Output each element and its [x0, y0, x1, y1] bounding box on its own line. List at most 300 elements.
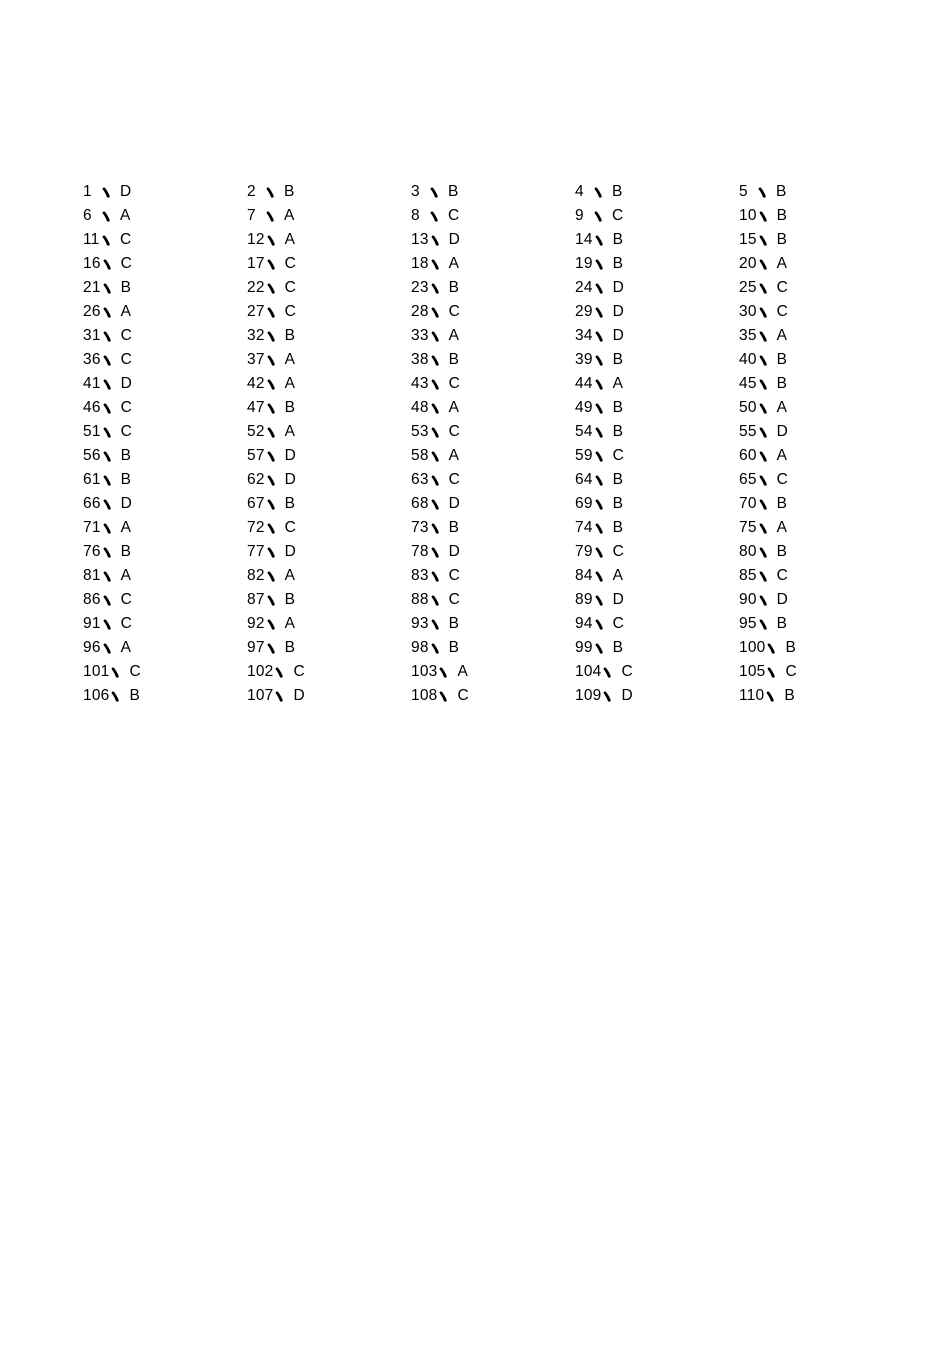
- question-number: 103: [411, 663, 438, 680]
- answer-letter: C: [776, 471, 789, 488]
- answer-entry: [411, 612, 575, 636]
- answer-entry: [247, 204, 411, 228]
- question-number: 17: [247, 255, 265, 272]
- ideographic-comma-icon: [267, 396, 276, 420]
- answer-letter: B: [612, 183, 623, 200]
- question-number: 55: [739, 423, 757, 440]
- answer-entry: [83, 636, 247, 660]
- answer-letter: C: [293, 663, 305, 680]
- ideographic-comma-icon: [759, 372, 768, 396]
- ideographic-comma-icon: [759, 612, 768, 636]
- question-number: 23: [411, 279, 429, 296]
- answer-letter: B: [612, 255, 624, 272]
- answer-entry: [411, 588, 575, 612]
- answer-letter: A: [284, 207, 295, 224]
- question-number: 54: [575, 423, 593, 440]
- ideographic-comma-icon: [431, 420, 440, 444]
- answer-entry: [739, 228, 903, 252]
- ideographic-comma-icon: [759, 228, 768, 252]
- answer-letter: B: [448, 183, 459, 200]
- answer-entry: [83, 372, 247, 396]
- answer-letter: C: [120, 231, 132, 248]
- question-number: 60: [739, 447, 757, 464]
- ideographic-comma-icon: [595, 324, 604, 348]
- answer-entry: [83, 180, 247, 204]
- answer-letter: D: [776, 591, 789, 608]
- ideographic-comma-icon: [267, 588, 276, 612]
- ideographic-comma-icon: [595, 228, 604, 252]
- answer-entry: [83, 468, 247, 492]
- answer-letter: D: [120, 183, 132, 200]
- ideographic-comma-icon: [759, 420, 768, 444]
- answer-entry: [575, 468, 739, 492]
- answer-entry: [83, 228, 247, 252]
- answer-entry: [83, 348, 247, 372]
- answer-letter: B: [776, 351, 788, 368]
- answer-letter: B: [776, 375, 788, 392]
- ideographic-comma-icon: [267, 372, 276, 396]
- answer-entry: [247, 588, 411, 612]
- answer-letter: B: [612, 423, 624, 440]
- ideographic-comma-icon: [431, 564, 440, 588]
- answer-letter: A: [448, 399, 460, 416]
- answer-entry: [411, 204, 575, 228]
- ideographic-comma-icon: [759, 516, 768, 540]
- answer-entry: [411, 300, 575, 324]
- ideographic-comma-icon: [603, 684, 612, 708]
- question-number: 67: [247, 495, 265, 512]
- question-number: 78: [411, 543, 429, 560]
- question-number: 48: [411, 399, 429, 416]
- answer-entry: [411, 420, 575, 444]
- answer-letter: B: [776, 615, 788, 632]
- ideographic-comma-icon: [267, 228, 276, 252]
- answer-letter: D: [612, 327, 625, 344]
- question-number: 33: [411, 327, 429, 344]
- question-number: 110: [739, 687, 765, 704]
- answer-letter: C: [284, 279, 297, 296]
- answer-entry: [83, 300, 247, 324]
- ideographic-comma-icon: [595, 252, 604, 276]
- ideographic-comma-icon: [103, 300, 112, 324]
- question-number: 70: [739, 495, 757, 512]
- ideographic-comma-icon: [759, 588, 768, 612]
- answer-entry: [739, 324, 903, 348]
- question-number: 28: [411, 303, 429, 320]
- ideographic-comma-icon: [103, 252, 112, 276]
- ideographic-comma-icon: [103, 324, 112, 348]
- question-number: 95: [739, 615, 757, 632]
- answer-letter: B: [448, 615, 460, 632]
- ideographic-comma-icon: [103, 276, 112, 300]
- question-number: 63: [411, 471, 429, 488]
- answer-entry: [247, 492, 411, 516]
- answer-letter: D: [448, 231, 461, 248]
- answer-entry: [575, 396, 739, 420]
- answer-letter: D: [284, 543, 297, 560]
- question-number: 74: [575, 519, 593, 536]
- answer-letter: A: [284, 375, 296, 392]
- answer-entry: [411, 252, 575, 276]
- question-number: 52: [247, 423, 265, 440]
- ideographic-comma-icon: [595, 468, 604, 492]
- answer-entry: [411, 396, 575, 420]
- question-number: 57: [247, 447, 265, 464]
- answer-letter: A: [120, 303, 132, 320]
- answer-entry: [83, 492, 247, 516]
- answer-entry: [411, 372, 575, 396]
- question-number: 24: [575, 279, 593, 296]
- answer-letter: A: [448, 255, 460, 272]
- ideographic-comma-icon: [759, 396, 768, 420]
- question-number: 25: [739, 279, 757, 296]
- ideographic-comma-icon: [431, 444, 440, 468]
- answer-letter: B: [612, 231, 624, 248]
- ideographic-comma-icon: [103, 564, 112, 588]
- answer-letter: C: [120, 327, 133, 344]
- ideographic-comma-icon: [595, 276, 604, 300]
- answer-entry: [247, 276, 411, 300]
- question-number: 40: [739, 351, 757, 368]
- answer-letter: D: [448, 543, 461, 560]
- question-number: 31: [83, 327, 101, 344]
- answer-entry: [739, 684, 903, 708]
- question-number: 86: [83, 591, 101, 608]
- answer-letter: C: [776, 303, 789, 320]
- question-number: 1: [83, 183, 92, 200]
- answer-letter: D: [621, 687, 633, 704]
- ideographic-comma-icon: [431, 324, 440, 348]
- ideographic-comma-icon: [431, 300, 440, 324]
- ideographic-comma-icon: [759, 252, 768, 276]
- answer-letter: C: [448, 567, 461, 584]
- ideographic-comma-icon: [431, 468, 440, 492]
- question-number: 36: [83, 351, 101, 368]
- question-number: 47: [247, 399, 265, 416]
- answer-letter: C: [612, 207, 624, 224]
- question-number: 80: [739, 543, 757, 560]
- question-number: 13: [411, 231, 429, 248]
- question-number: 34: [575, 327, 593, 344]
- ideographic-comma-icon: [103, 516, 112, 540]
- answer-entry: [247, 612, 411, 636]
- question-number: 22: [247, 279, 265, 296]
- question-number: 18: [411, 255, 429, 272]
- answer-entry: [739, 636, 903, 660]
- answer-letter: A: [120, 567, 132, 584]
- ideographic-comma-icon: [103, 420, 112, 444]
- question-number: 9: [575, 207, 584, 224]
- question-number: 20: [739, 255, 757, 272]
- answer-letter: A: [120, 519, 132, 536]
- ideographic-comma-icon: [431, 612, 440, 636]
- question-number: 2: [247, 183, 256, 200]
- answer-letter: A: [776, 327, 788, 344]
- answer-letter: D: [293, 687, 305, 704]
- question-number: 79: [575, 543, 593, 560]
- answer-letter: B: [612, 519, 624, 536]
- answer-entry: [575, 588, 739, 612]
- question-number: 16: [83, 255, 101, 272]
- question-number: 45: [739, 375, 757, 392]
- answer-letter: C: [448, 303, 461, 320]
- answer-letter: D: [776, 423, 789, 440]
- answer-entry: [411, 516, 575, 540]
- question-number: 32: [247, 327, 265, 344]
- ideographic-comma-icon: [595, 588, 604, 612]
- question-number: 99: [575, 639, 593, 656]
- question-number: 38: [411, 351, 429, 368]
- ideographic-comma-icon: [595, 612, 604, 636]
- ideographic-comma-icon: [431, 348, 440, 372]
- answer-entry: [411, 540, 575, 564]
- question-number: 104: [575, 663, 602, 680]
- question-number: 12: [247, 231, 265, 248]
- answer-entry: [247, 660, 411, 684]
- answer-entry: [247, 228, 411, 252]
- question-number: 88: [411, 591, 429, 608]
- ideographic-comma-icon: [267, 636, 276, 660]
- ideographic-comma-icon: [267, 612, 276, 636]
- answer-letter: A: [284, 423, 296, 440]
- answer-entry: [575, 180, 739, 204]
- ideographic-comma-icon: [431, 252, 440, 276]
- answer-letter: A: [776, 255, 788, 272]
- answer-entry: [83, 252, 247, 276]
- question-number: 53: [411, 423, 429, 440]
- ideographic-comma-icon: [439, 684, 448, 708]
- answer-letter: C: [448, 423, 461, 440]
- answer-letter: A: [120, 639, 132, 656]
- answer-letter: B: [284, 183, 295, 200]
- answer-entry: [575, 660, 739, 684]
- ideographic-comma-icon: [103, 468, 112, 492]
- answer-entry: [83, 564, 247, 588]
- ideographic-comma-icon: [759, 324, 768, 348]
- answer-entry: [739, 588, 903, 612]
- question-number: 37: [247, 351, 265, 368]
- answer-entry: [739, 444, 903, 468]
- answer-entry: [83, 276, 247, 300]
- question-number: 85: [739, 567, 757, 584]
- answer-entry: [739, 612, 903, 636]
- answer-entry: [247, 468, 411, 492]
- ideographic-comma-icon: [595, 348, 604, 372]
- answer-letter: A: [612, 567, 624, 584]
- answer-entry: [411, 444, 575, 468]
- ideographic-comma-icon: [595, 636, 604, 660]
- answer-entry: [739, 540, 903, 564]
- answer-entry: [411, 636, 575, 660]
- answer-letter: C: [776, 567, 789, 584]
- question-number: 27: [247, 303, 265, 320]
- answer-entry: [575, 444, 739, 468]
- answer-letter: B: [448, 279, 460, 296]
- ideographic-comma-icon: [759, 348, 768, 372]
- answer-letter: B: [120, 447, 132, 464]
- ideographic-comma-icon: [759, 300, 768, 324]
- answer-entry: [83, 660, 247, 684]
- answer-grid: [83, 180, 903, 708]
- ideographic-comma-icon: [267, 252, 276, 276]
- answer-entry: [575, 684, 739, 708]
- answer-letter: A: [448, 327, 460, 344]
- answer-entry: [575, 612, 739, 636]
- answer-entry: [247, 444, 411, 468]
- question-number: 50: [739, 399, 757, 416]
- answer-entry: [411, 228, 575, 252]
- answer-entry: [83, 612, 247, 636]
- answer-entry: [739, 492, 903, 516]
- question-number: 71: [83, 519, 101, 536]
- answer-letter: A: [284, 231, 296, 248]
- answer-letter: B: [612, 399, 624, 416]
- question-number: 97: [247, 639, 265, 656]
- answer-entry: [739, 564, 903, 588]
- ideographic-comma-icon: [102, 204, 111, 228]
- ideographic-comma-icon: [595, 372, 604, 396]
- ideographic-comma-icon: [103, 492, 112, 516]
- question-number: 56: [83, 447, 101, 464]
- answer-entry: [83, 684, 247, 708]
- question-number: 101: [83, 663, 110, 680]
- answer-entry: [575, 228, 739, 252]
- answer-entry: [575, 516, 739, 540]
- ideographic-comma-icon: [111, 684, 120, 708]
- ideographic-comma-icon: [267, 444, 276, 468]
- question-number: 6: [83, 207, 92, 224]
- question-number: 68: [411, 495, 429, 512]
- answer-letter: C: [284, 519, 297, 536]
- answer-entry: [411, 492, 575, 516]
- ideographic-comma-icon: [759, 204, 768, 228]
- question-number: 29: [575, 303, 593, 320]
- answer-entry: [411, 276, 575, 300]
- ideographic-comma-icon: [102, 228, 111, 252]
- ideographic-comma-icon: [595, 516, 604, 540]
- answer-letter: B: [776, 495, 788, 512]
- answer-letter: A: [284, 615, 296, 632]
- answer-letter: D: [612, 303, 625, 320]
- ideographic-comma-icon: [431, 516, 440, 540]
- question-number: 61: [83, 471, 101, 488]
- answer-letter: B: [776, 183, 787, 200]
- ideographic-comma-icon: [439, 660, 448, 684]
- answer-entry: [83, 204, 247, 228]
- question-number: 98: [411, 639, 429, 656]
- answer-letter: B: [120, 471, 132, 488]
- answer-letter: B: [284, 327, 296, 344]
- ideographic-comma-icon: [267, 348, 276, 372]
- answer-entry: [83, 420, 247, 444]
- answer-letter: B: [784, 687, 795, 704]
- question-number: 69: [575, 495, 593, 512]
- answer-entry: [411, 348, 575, 372]
- answer-letter: B: [612, 351, 624, 368]
- answer-letter: C: [284, 255, 297, 272]
- question-number: 19: [575, 255, 593, 272]
- answer-letter: C: [448, 471, 461, 488]
- question-number: 15: [739, 231, 757, 248]
- question-number: 62: [247, 471, 265, 488]
- ideographic-comma-icon: [103, 396, 112, 420]
- answer-letter: B: [448, 519, 460, 536]
- answer-letter: D: [448, 495, 461, 512]
- ideographic-comma-icon: [759, 540, 768, 564]
- answer-letter: C: [448, 375, 461, 392]
- ideographic-comma-icon: [275, 684, 284, 708]
- ideographic-comma-icon: [267, 300, 276, 324]
- question-number: 21: [83, 279, 101, 296]
- question-number: 72: [247, 519, 265, 536]
- ideographic-comma-icon: [759, 468, 768, 492]
- ideographic-comma-icon: [267, 492, 276, 516]
- ideographic-comma-icon: [595, 444, 604, 468]
- ideographic-comma-icon: [759, 276, 768, 300]
- answer-entry: [739, 468, 903, 492]
- question-number: 93: [411, 615, 429, 632]
- question-number: 44: [575, 375, 593, 392]
- answer-letter: C: [284, 303, 297, 320]
- answer-letter: B: [284, 399, 296, 416]
- answer-letter: C: [120, 591, 133, 608]
- answer-letter: B: [284, 591, 296, 608]
- answer-entry: [83, 324, 247, 348]
- ideographic-comma-icon: [267, 324, 276, 348]
- answer-entry: [247, 396, 411, 420]
- answer-letter: B: [120, 543, 132, 560]
- question-number: 75: [739, 519, 757, 536]
- answer-entry: [411, 660, 575, 684]
- question-number: 105: [739, 663, 766, 680]
- answer-letter: D: [612, 591, 625, 608]
- ideographic-comma-icon: [595, 492, 604, 516]
- answer-entry: [83, 444, 247, 468]
- question-number: 94: [575, 615, 593, 632]
- answer-entry: [575, 564, 739, 588]
- ideographic-comma-icon: [103, 636, 112, 660]
- question-number: 65: [739, 471, 757, 488]
- question-number: 4: [575, 183, 584, 200]
- answer-letter: A: [457, 663, 469, 680]
- answer-entry: [739, 348, 903, 372]
- ideographic-comma-icon: [759, 444, 768, 468]
- ideographic-comma-icon: [111, 660, 120, 684]
- question-number: 100: [739, 639, 766, 656]
- ideographic-comma-icon: [767, 636, 776, 660]
- answer-entry: [575, 300, 739, 324]
- ideographic-comma-icon: [430, 204, 439, 228]
- question-number: 11: [83, 231, 100, 248]
- answer-letter: B: [120, 279, 132, 296]
- ideographic-comma-icon: [103, 444, 112, 468]
- ideographic-comma-icon: [759, 564, 768, 588]
- ideographic-comma-icon: [430, 180, 439, 204]
- question-number: 109: [575, 687, 602, 704]
- answer-letter: C: [457, 687, 469, 704]
- ideographic-comma-icon: [266, 180, 275, 204]
- answer-entry: [575, 324, 739, 348]
- ideographic-comma-icon: [431, 636, 440, 660]
- answer-letter: A: [120, 207, 131, 224]
- answer-letter: B: [612, 495, 624, 512]
- ideographic-comma-icon: [431, 276, 440, 300]
- question-number: 87: [247, 591, 265, 608]
- answer-letter: C: [612, 543, 625, 560]
- answer-letter: C: [120, 423, 133, 440]
- question-number: 89: [575, 591, 593, 608]
- question-number: 107: [247, 687, 274, 704]
